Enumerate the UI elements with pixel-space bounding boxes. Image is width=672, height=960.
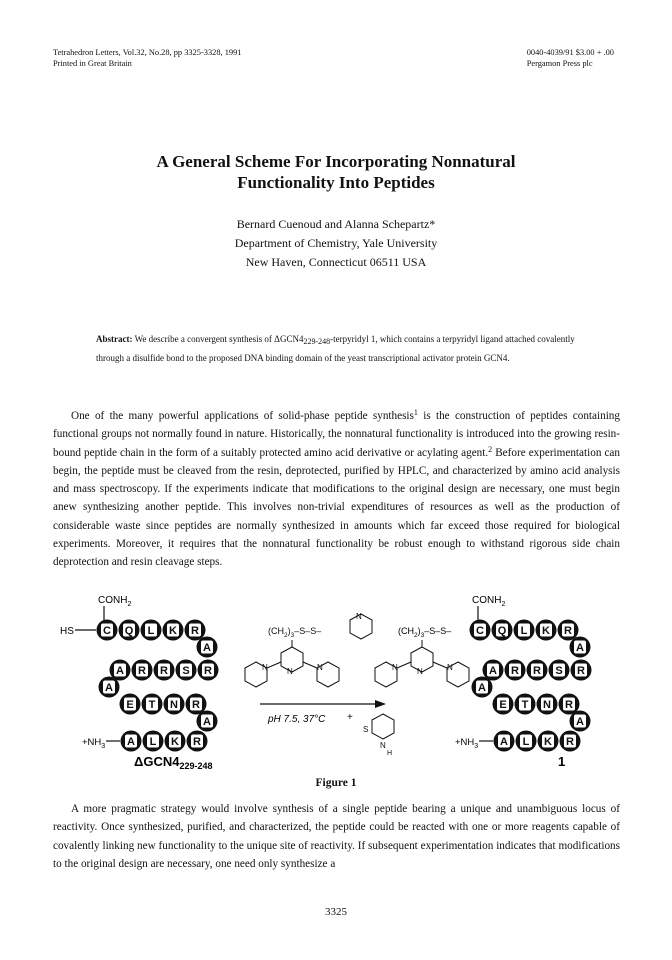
price-code: 0040-4039/91 $3.00 + .00 xyxy=(526,48,614,57)
left-peptide-residue-letter: C xyxy=(103,625,111,637)
right-peptide-residue-letter: R xyxy=(577,665,585,677)
paragraph-2: A more pragmatic strategy would involve synthesis of a single peptide bearing a unique and unambiguous locus of reactivity. Once synthesized, purified, and characterized, the peptide could be reacted with one or more reagents capable of covalently linking new functionality to the unique site of reactivity. If subsequent experimentation indicates that modifications to the original design are necessary, one need only synthesize a xyxy=(53,803,620,870)
right-linker: $(CH_2)_3-S-S-$ xyxy=(398,626,452,639)
svg-text:N: N xyxy=(262,663,268,672)
right-conh2: $CONH_2$ xyxy=(472,595,506,608)
left-peptide-residue-letter: K xyxy=(169,625,177,637)
left-peptide xyxy=(60,595,219,771)
right-peptide-residue-letter: R xyxy=(564,625,572,637)
left-peptide-residue-letter: A xyxy=(127,736,135,748)
figure-caption: Figure 1 xyxy=(315,777,357,789)
left-peptide-residue-letter: L xyxy=(149,736,157,748)
svg-text:+: + xyxy=(347,712,353,723)
right-peptide-residue-letter: R xyxy=(511,665,519,677)
left-hs: HS xyxy=(60,626,74,637)
right-peptide-residue-letter: A xyxy=(489,665,497,677)
right-peptide-residue-letter: A xyxy=(500,736,508,748)
svg-text:H: H xyxy=(387,750,393,757)
p1-text-b: is the construction of peptides containing functional groups not normally found in nature. Historically, the nonnatural functionality is introduced into the growing resin-bound peptide chain in the form of a suitably protected amino acid derivative or acylating agent. xyxy=(53,410,620,459)
abstract-subscript: 229-248 xyxy=(303,337,331,346)
right-peptide-residue-letter: L xyxy=(520,625,528,637)
affiliation-city: New Haven, Connecticut 06511 USA xyxy=(245,255,427,269)
right-peptide-residue-letter: R xyxy=(533,665,541,677)
right-peptide-residue-letter: T xyxy=(521,699,529,711)
right-peptide-beads xyxy=(470,620,592,752)
left-peptide-residue-letter: R xyxy=(192,699,200,711)
left-peptide-residue-letter: N xyxy=(170,699,178,711)
svg-text:N: N xyxy=(447,663,453,672)
affiliation-dept: Department of Chemistry, Yale University xyxy=(234,236,438,250)
left-peptide-residue-letter: A xyxy=(203,642,211,654)
svg-text:N: N xyxy=(356,612,362,621)
left-peptide-residue-letter: E xyxy=(126,699,134,711)
printed-line: Printed in Great Britain xyxy=(53,59,132,68)
right-peptide-residue-letter: C xyxy=(476,625,484,637)
svg-text:N: N xyxy=(392,663,398,672)
left-peptide-residue-letter: L xyxy=(147,625,155,637)
left-peptide-residue-letter: A xyxy=(116,665,124,677)
right-peptide-residue-letter: K xyxy=(542,625,550,637)
reference-2: 2 xyxy=(488,444,493,454)
left-peptide-residue-letter: T xyxy=(148,699,156,711)
left-peptide-label: $\Delta GCN4_{229-248}$ xyxy=(134,754,213,771)
paper-title xyxy=(0,151,672,193)
right-nh3: $+NH_3$ xyxy=(455,737,479,750)
article-code xyxy=(527,47,614,69)
author-names: Bernard Cuenoud and Alanna Schepartz* xyxy=(236,217,436,231)
left-peptide-residue-letter: A xyxy=(105,682,113,694)
paragraph-1 xyxy=(53,407,620,572)
right-peptide-residue-letter: Q xyxy=(497,625,507,637)
journal-citation xyxy=(53,47,241,69)
right-peptide-residue-letter: R xyxy=(565,699,573,711)
reference-1: 1 xyxy=(413,408,418,417)
abstract-text-b: -terpyridyl 1, which contains a terpyridyl ligand attached covalently through a disulfide bond to the proposed DNA binding domain of the yeast transcriptional activator protein GCN4. xyxy=(96,334,575,363)
right-peptide-residue-letter: E xyxy=(499,699,507,711)
terpyridyl-reagent xyxy=(245,612,372,687)
left-peptide-residue-letter: R xyxy=(138,665,146,677)
p1-text-a: One of the many powerful applications of solid-phase peptide synthesis xyxy=(71,410,414,422)
right-product xyxy=(375,595,592,769)
right-peptide-residue-letter: A xyxy=(576,642,584,654)
abstract-label: Abstract: xyxy=(96,334,133,344)
svg-text:N: N xyxy=(317,663,323,672)
thiopyridone-byproduct xyxy=(347,712,394,757)
left-peptide-residue-letter: R xyxy=(191,625,199,637)
reaction-arrow xyxy=(260,700,386,725)
abstract xyxy=(96,330,580,368)
svg-text:N: N xyxy=(287,667,293,676)
left-peptide-residue-letter: R xyxy=(204,665,212,677)
author-block xyxy=(0,215,672,272)
left-peptide-residue-letter: S xyxy=(182,665,190,677)
right-peptide-residue-letter: N xyxy=(543,699,551,711)
figure-1-scheme xyxy=(0,590,672,775)
right-peptide-residue-letter: R xyxy=(566,736,574,748)
right-peptide-residue-letter: L xyxy=(522,736,530,748)
journal-line: Tetrahedron Letters, Vol.32, No.28, pp 3325-3328, 1991 xyxy=(53,48,242,57)
svg-text:N: N xyxy=(380,741,386,750)
title-line-1: A General Scheme For Incorporating Nonnatural xyxy=(156,152,516,171)
right-peptide-residue-letter: S xyxy=(555,665,563,677)
right-peptide-residue-letter: A xyxy=(576,716,584,728)
left-peptide-residue-letter: R xyxy=(160,665,168,677)
right-peptide-residue-letter: K xyxy=(544,736,552,748)
svg-text:N: N xyxy=(417,667,423,676)
publisher: Pergamon Press plc xyxy=(526,59,593,68)
right-product-label: 1 xyxy=(558,754,566,769)
left-conh2: $CONH_2$ xyxy=(98,595,132,608)
left-peptide-residue-letter: A xyxy=(203,716,211,728)
left-peptide-residue-letter: R xyxy=(193,736,201,748)
abstract-text-a: We describe a convergent synthesis of ΔGCN4 xyxy=(134,334,304,344)
left-peptide-beads xyxy=(97,620,219,752)
left-peptide-residue-letter: Q xyxy=(124,625,134,637)
right-peptide-residue-letter: A xyxy=(478,682,486,694)
left-peptide-residue-letter: K xyxy=(171,736,179,748)
p1-text-c: Before experimentation can begin, the peptide must be cleaved from the resin, deprotected, purified by HPLC, and characterized by amino acid analysis and mass spectroscopy. If the experiments indicate that modifications to the original design are necessary, one must begin anew synthesizing another peptide. This involves non-trivial expenditures of resources as well as the production of considerable waste since peptides are normally synthesized in amounts which far exceed those required for biological experiments. Moreover, it requires that the nonnatural functionality be robust enough to withstand rigorous side chain deprotection and resin cleavage steps. xyxy=(53,446,620,569)
reaction-conditions: pH 7.5, 37°C xyxy=(268,714,326,725)
svg-text:S: S xyxy=(363,725,369,734)
left-nh3: $+NH_3$ xyxy=(82,737,106,750)
title-line-2: Functionality Into Peptides xyxy=(237,173,435,192)
page-number: 3325 xyxy=(325,906,347,918)
right-terpyridyl xyxy=(375,640,469,687)
reagent-linker: $(CH_2)_3-S-S-$ xyxy=(268,626,322,639)
